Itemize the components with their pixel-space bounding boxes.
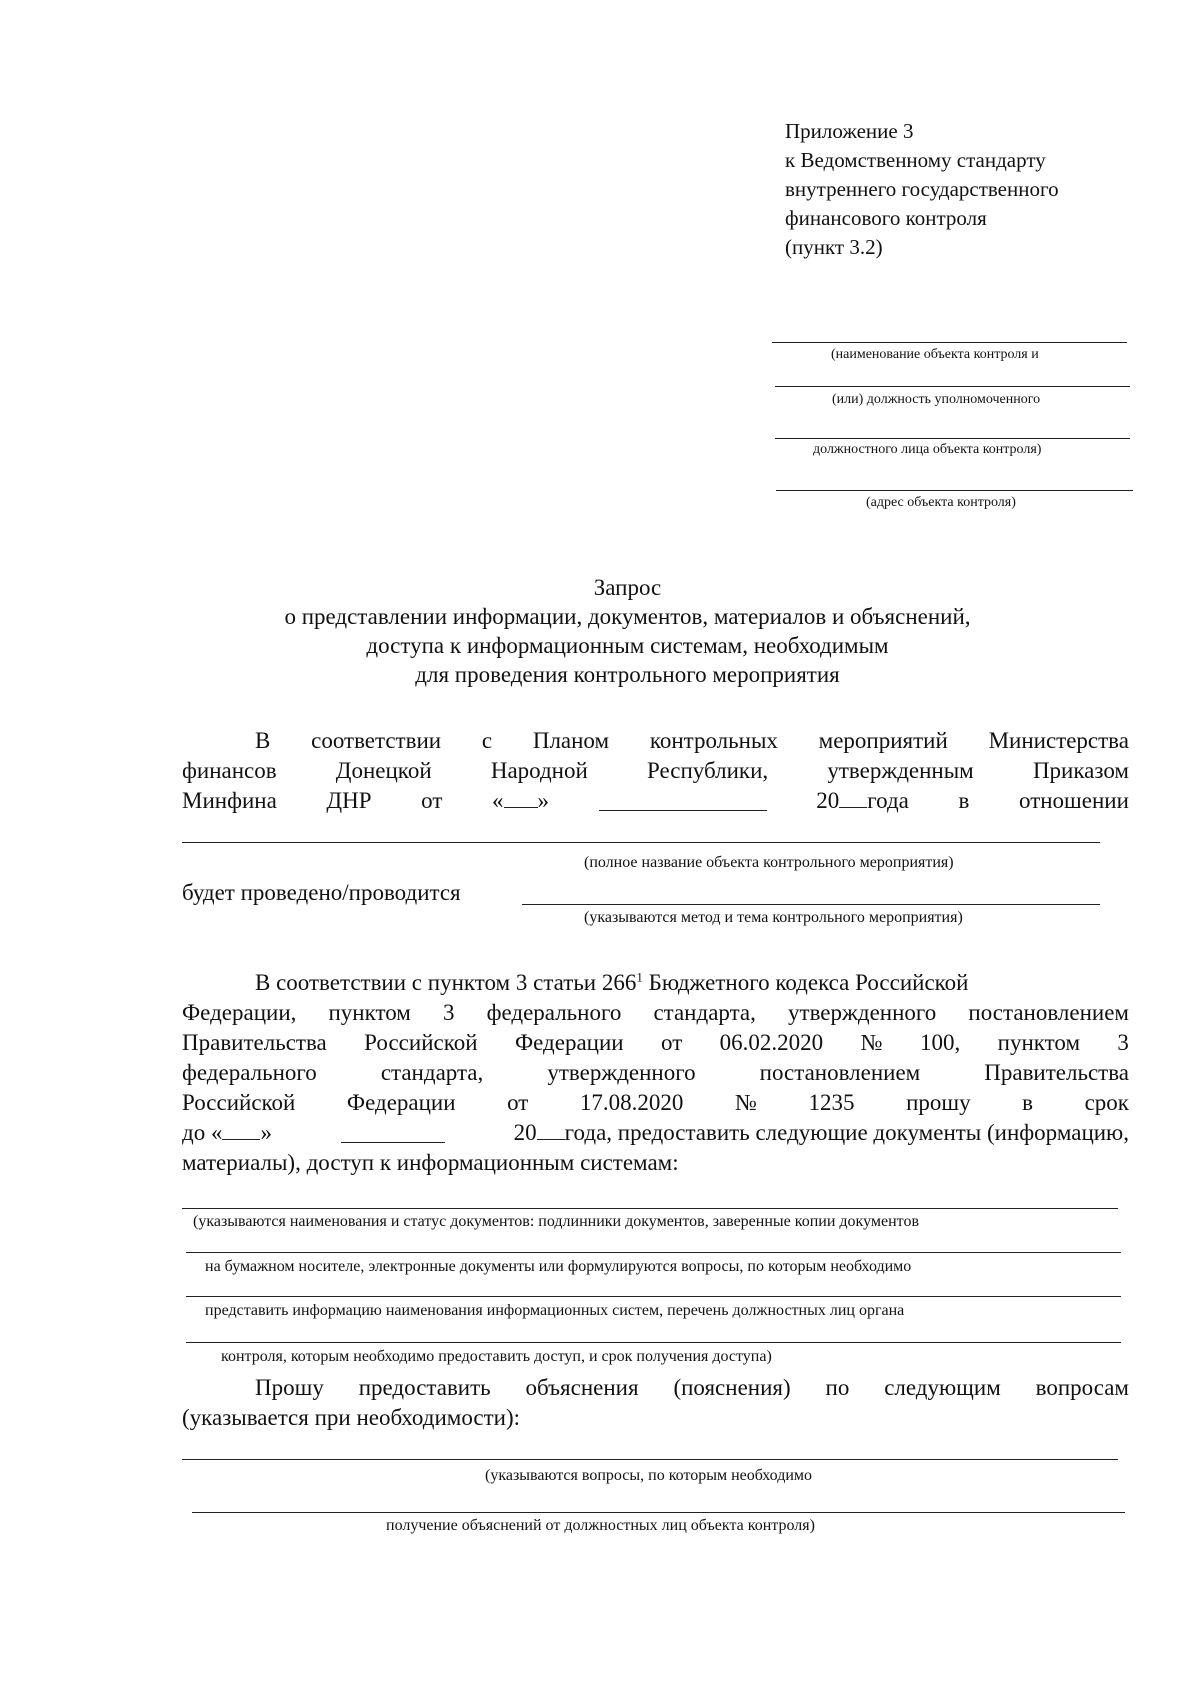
word: в xyxy=(958,788,970,813)
word: Федерации xyxy=(346,1090,456,1115)
explanations-line[interactable] xyxy=(182,1459,1118,1460)
deadline-day-blank[interactable] xyxy=(222,1121,260,1140)
word: Минфина xyxy=(182,788,277,813)
para2-row xyxy=(255,970,968,996)
word: В xyxy=(255,728,271,753)
appendix-line: внутреннего государственного xyxy=(785,177,1059,201)
word: постановлением xyxy=(759,1060,921,1085)
word: стандарта, xyxy=(653,1000,756,1025)
deadline-year-blank[interactable] xyxy=(537,1121,565,1140)
budet-label: будет проведено/проводится xyxy=(182,880,461,905)
word: 1235 xyxy=(808,1090,855,1115)
text: » xyxy=(260,1120,272,1145)
documents-line[interactable] xyxy=(186,1252,1121,1253)
word: финансов xyxy=(182,758,277,783)
word: Федерации xyxy=(514,1030,624,1055)
para3-row: (указывается при необходимости): xyxy=(182,1405,521,1430)
word: Российской xyxy=(182,1090,296,1115)
appendix-block xyxy=(785,117,1059,262)
word: объяснения xyxy=(525,1375,639,1400)
word: Министерства xyxy=(988,728,1129,753)
date-day-field xyxy=(492,788,549,814)
text: Бюджетного кодекса Российской xyxy=(642,970,969,995)
para2-row xyxy=(182,1030,1129,1056)
text: В соответствии с пунктом 3 статьи 266 xyxy=(255,970,637,995)
para2-row: материалы), доступ к информационным системам: xyxy=(182,1150,679,1175)
word: Народной xyxy=(490,758,588,783)
word: от xyxy=(661,1030,683,1055)
word: срок xyxy=(1084,1090,1129,1115)
superscript: 1 xyxy=(636,969,643,985)
year-field xyxy=(816,788,909,814)
document-title xyxy=(0,573,1200,689)
word: вопросам xyxy=(1035,1375,1129,1400)
word: пунктом xyxy=(997,1030,1080,1055)
day-blank[interactable] xyxy=(504,789,538,808)
deadline-month-blank[interactable] xyxy=(341,1120,445,1143)
word: № xyxy=(860,1030,883,1055)
word: Донецкой xyxy=(335,758,432,783)
word: в xyxy=(1022,1090,1034,1115)
addressee-hint: (адрес объекта контроля) xyxy=(866,495,1016,510)
word: Приказом xyxy=(1032,758,1129,783)
word: № xyxy=(734,1090,757,1115)
text: года, предоставить следующие документы (информацию, xyxy=(564,1120,1129,1145)
appendix-line: Приложение 3 xyxy=(785,119,914,143)
appendix-line: (пункт 3.2) xyxy=(785,235,883,259)
word: стандарта, xyxy=(380,1060,484,1085)
documents-hint: представить информацию наименования информационных систем, перечень должностных лиц органа xyxy=(205,1302,905,1319)
word: Планом xyxy=(532,728,610,753)
word: 06.02.2020 xyxy=(719,1030,824,1055)
title-line: доступа к информационным системам, необходимым xyxy=(366,633,889,658)
word: Российской xyxy=(364,1030,478,1055)
documents-hint: контроля, которым необходимо предоставить доступ, и срок получения доступа) xyxy=(221,1348,772,1365)
word: утвержденным xyxy=(827,758,974,783)
para1-row xyxy=(182,788,1129,814)
para3-row xyxy=(255,1375,1129,1401)
word: 100, xyxy=(919,1030,961,1055)
word: ДНР xyxy=(326,788,372,813)
documents-line[interactable] xyxy=(186,1342,1121,1343)
method-hint: (указываются метод и тема контрольного мероприятия) xyxy=(584,909,963,926)
appendix-line: к Ведомственному стандарту xyxy=(785,148,1046,172)
addressee-field-line[interactable] xyxy=(775,386,1130,387)
word: по xyxy=(825,1375,850,1400)
word: мероприятий xyxy=(818,728,948,753)
date-month-blank[interactable] xyxy=(599,788,767,811)
word: от xyxy=(421,788,443,813)
word: с xyxy=(481,728,493,753)
para1-row xyxy=(255,728,1129,754)
para2-row xyxy=(182,1060,1129,1086)
addressee-field-line[interactable] xyxy=(776,490,1133,491)
quote-close: » xyxy=(537,788,550,813)
word: постановлением xyxy=(968,1000,1129,1025)
year-blank[interactable] xyxy=(839,789,867,808)
word: утвержденного xyxy=(547,1060,696,1085)
word: Правительства xyxy=(182,1030,327,1055)
year-prefix: 20 xyxy=(513,1120,537,1145)
documents-line[interactable] xyxy=(182,1208,1118,1209)
word: Прошу xyxy=(255,1375,324,1400)
word: (пояснения) xyxy=(673,1375,791,1400)
title-line: о представлении информации, документов, материалов и объяснений, xyxy=(284,604,971,629)
explanations-line[interactable] xyxy=(192,1512,1125,1513)
word: предоставить xyxy=(358,1375,491,1400)
object-name-line[interactable] xyxy=(182,842,1100,843)
word: 17.08.2020 xyxy=(579,1090,684,1115)
method-line[interactable] xyxy=(522,904,1100,905)
word: федерального xyxy=(182,1060,317,1085)
object-name-hint: (полное название объекта контрольного мероприятия) xyxy=(584,854,954,871)
para2-row xyxy=(182,1090,1129,1116)
word: утвержденного xyxy=(788,1000,937,1025)
word: пунктом xyxy=(328,1000,411,1025)
addressee-field-line[interactable] xyxy=(775,438,1130,439)
addressee-field-line[interactable] xyxy=(772,342,1127,343)
word: контрольных xyxy=(649,728,778,753)
para2-row xyxy=(182,1120,1129,1146)
year-prefix: 20 xyxy=(816,788,840,813)
word: соответствии xyxy=(311,728,442,753)
title-line: Запрос xyxy=(593,575,662,600)
documents-line[interactable] xyxy=(186,1296,1121,1297)
word: 3 xyxy=(442,1000,455,1025)
word: прошу xyxy=(906,1090,971,1115)
explanations-hint: (указываются вопросы, по которым необходимо xyxy=(485,1467,813,1484)
word: Республики, xyxy=(647,758,769,783)
word: года xyxy=(867,788,909,813)
appendix-line: финансового контроля xyxy=(785,206,987,230)
documents-hint: (указываются наименования и статус документов: подлинники документов, заверенные копии документов xyxy=(193,1213,920,1230)
text: до « xyxy=(182,1120,223,1145)
para2-row xyxy=(182,1000,1129,1026)
quote-open: « xyxy=(492,788,504,813)
word: Правительства xyxy=(984,1060,1129,1085)
addressee-hint: должностного лица объекта контроля) xyxy=(813,442,1042,457)
title-line: для проведения контрольного мероприятия xyxy=(415,662,840,687)
addressee-hint: (наименование объекта контроля и xyxy=(831,347,1039,362)
word: 3 xyxy=(1117,1030,1129,1055)
explanations-hint: получение объяснений от должностных лиц объекта контроля) xyxy=(386,1517,815,1534)
deadline-day-field xyxy=(182,1120,272,1146)
addressee-hint: (или) должность уполномоченного xyxy=(832,392,1041,407)
word: Федерации, xyxy=(182,1000,297,1025)
word: отношении xyxy=(1019,788,1129,813)
word: следующим xyxy=(884,1375,1001,1400)
word: от xyxy=(507,1090,529,1115)
word: федерального xyxy=(486,1000,622,1025)
documents-hint: на бумажном носителе, электронные документы или формулируются вопросы, по которым необходимо xyxy=(205,1258,912,1275)
para1-row xyxy=(182,758,1129,784)
